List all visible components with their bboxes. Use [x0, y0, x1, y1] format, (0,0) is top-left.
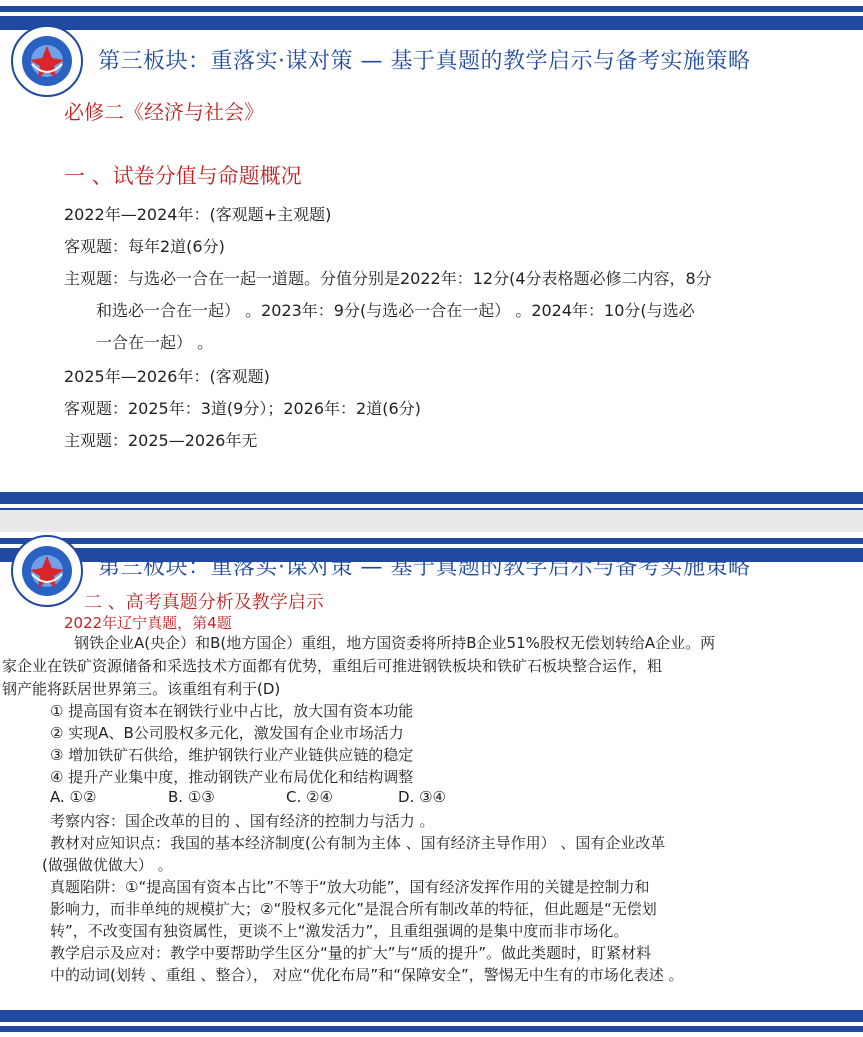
text-line: 客观题：每年2道(6分)	[64, 237, 225, 256]
header-band	[0, 0, 863, 38]
text-line: 2025年—2026年：(客观题)	[64, 367, 270, 386]
analysis-line: 教学启示及应对：教学中要帮助学生区分“量的扩大”与“质的提升”。做此类题时，盯紧材料	[50, 944, 652, 962]
section-title: 一 、试卷分值与命题概况	[64, 164, 302, 188]
question-stem-line: 钢铁企业A(央企）和B(地方国企）重组，地方国资委将所持B企业51%股权无偿划转给A企业。两	[74, 634, 716, 652]
analysis-line: 中的动词(划转 、重组 、整合）， 对应“优化布局”和“保障安全”，警惕无中生有的市场化表述 。	[50, 966, 684, 984]
text-line: 一合在一起） 。	[96, 333, 214, 352]
footer-band	[0, 492, 863, 510]
question-option: ② 实现A、B公司股权多元化，激发国有企业市场活力	[50, 724, 404, 742]
text-line: 主观题：与选必一合在一起一道题。分值分别是2022年：12分(4分表格题必修二内容，8分	[64, 269, 712, 288]
answer-choice: C. ②④	[286, 788, 333, 806]
question-stem-line: 钢产能将跃居世界第三。该重组有利于(D)	[2, 680, 281, 698]
footer-band	[0, 1010, 863, 1037]
analysis-line: 转”，不改变国有独资属性，更谈不上“激发活力”，且重组强调的是集中度而非市场化。	[50, 922, 629, 940]
analysis-line: 真题陷阱：①“提高国有资本占比”不等于“放大功能”，国有经济发挥作用的关键是控制力和	[50, 878, 650, 896]
page-header-title: 第三板块：重落实·谋对策 — 基于真题的教学启示与备考实施策略	[98, 555, 751, 580]
school-logo-icon	[10, 24, 84, 98]
answer-choice: A. ①②	[50, 788, 97, 806]
section-title: 二 、高考真题分析及教学启示	[84, 592, 324, 613]
analysis-line: 考察内容：国企改革的目的 、国有经济的控制力与活力 。	[50, 812, 435, 830]
analysis-line: 影响力，而非单纯的规模扩大；②“股权多元化”是混合所有制改革的特征，但此题是“无偿划	[50, 900, 657, 918]
question-stem-line: 家企业在铁矿资源储备和采选技术方面都有优势，重组后可推进钢铁板块和铁矿石板块整合运作，粗	[2, 657, 663, 675]
text-line: 和选必一合在一起） 。2023年：9分(与选必一合在一起） 。2024年：10分(与选必	[96, 301, 695, 320]
school-logo-icon	[10, 534, 84, 608]
text-line: 客观题：2025年：3道(9分）；2026年：2道(6分)	[64, 399, 421, 418]
answer-choice: B. ①③	[168, 788, 215, 806]
question-source: 2022年辽宁真题，第4题	[64, 614, 232, 632]
question-option: ④ 提升产业集中度，推动钢铁产业布局优化和结构调整	[50, 768, 414, 786]
slide-1	[0, 0, 863, 510]
text-line: 2022年—2024年：(客观题+主观题)	[64, 205, 332, 224]
slide-divider	[0, 510, 863, 532]
question-option: ③ 增加铁矿石供给，维护钢铁行业产业链供应链的稳定	[50, 746, 414, 764]
answer-choice: D. ③④	[398, 788, 446, 806]
question-option: ① 提高国有资本在钢铁行业中占比，放大国有资本功能	[50, 702, 414, 720]
slide-2	[0, 532, 863, 1037]
subject-title: 必修二《经济与社会》	[64, 100, 264, 124]
page-header-title: 第三板块：重落实·谋对策 — 基于真题的教学启示与备考实施策略	[98, 49, 751, 74]
analysis-line: 教材对应知识点：我国的基本经济制度(公有制为主体 、国有经济主导作用） 、国有企业改革	[50, 834, 666, 852]
analysis-line: (做强做优做大） 。	[42, 856, 173, 874]
text-line: 主观题：2025—2026年无	[64, 431, 258, 450]
